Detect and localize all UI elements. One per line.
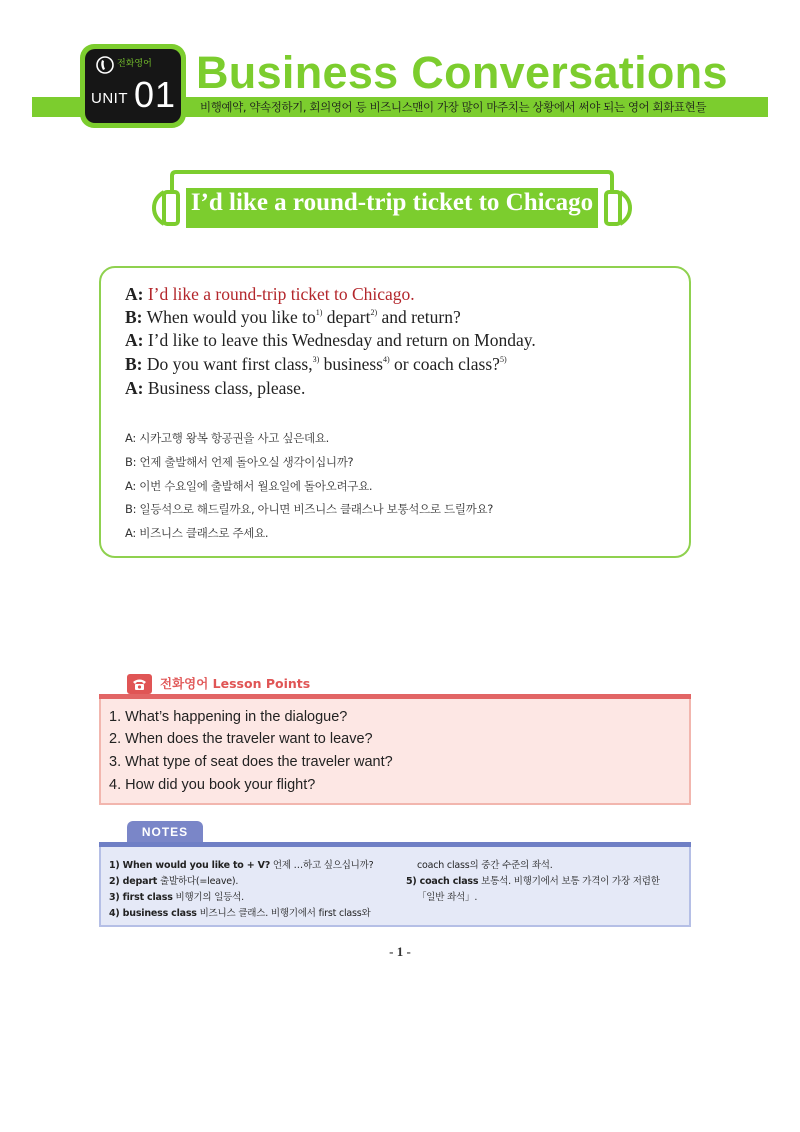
dialogue-line	[125, 354, 507, 375]
note-term: 4) business class	[109, 908, 197, 919]
note-item	[109, 857, 373, 871]
footnote-marker: 1)	[315, 308, 323, 317]
speaker-label: B:	[125, 307, 143, 327]
note-term: 1) When would you like to + V?	[109, 860, 271, 871]
notes-label: NOTES	[141, 825, 189, 839]
dialogue-line	[125, 378, 305, 399]
note-desc: 언제 …하고 싶으십니까?	[270, 860, 374, 871]
note-item	[109, 905, 371, 919]
note-item	[417, 889, 477, 903]
dialogue-line	[125, 284, 415, 305]
lesson-point-item: 1. What’s happening in the dialogue?	[109, 709, 348, 725]
translation-line: B: 일등석으로 해드릴까요, 아니면 비즈니스 클래스나 보통석으로 드릴까요?	[125, 502, 494, 516]
unit-category: 전화영어	[117, 59, 152, 69]
note-desc: 비즈니스 클래스. 비행기에서 first class와	[196, 908, 371, 919]
note-term: 3) first class	[109, 892, 173, 903]
translation-line: A: 이번 수요일에 출발해서 월요일에 돌아오려구요.	[125, 479, 373, 493]
dialogue-text: I’d like to leave this Wednesday and return on Monday.	[147, 330, 536, 350]
dialogue-text: Business class, please.	[147, 378, 306, 398]
dialogue-text: business	[319, 354, 383, 374]
footnote-marker: 2)	[370, 308, 378, 317]
translation-line: B: 언제 출발해서 언제 돌아오실 생각이십니까?	[125, 455, 354, 469]
speaker-label: A:	[125, 378, 144, 398]
note-term: 2) depart	[109, 876, 158, 887]
unit-label: UNIT	[91, 90, 128, 107]
dialogue-line	[125, 307, 461, 328]
lesson-point-item: 4. How did you book your flight?	[109, 777, 316, 793]
lesson-point-item: 2. When does the traveler want to leave?	[109, 731, 373, 747]
dialogue-text: Do you want first class,	[146, 354, 313, 374]
lesson-point-item: 3. What type of seat does the traveler want?	[109, 754, 393, 770]
note-desc: 출발하다(=leave).	[157, 876, 239, 887]
note-desc: 비행기의 일등석.	[172, 892, 244, 903]
translation-line: A: 시카고행 왕복 항공권을 사고 싶은데요.	[125, 431, 330, 445]
dialogue-text: depart	[322, 307, 371, 327]
note-term: 5) coach class	[406, 876, 479, 887]
phone-icon	[96, 54, 114, 76]
dialogue-text: When would you like to	[146, 307, 316, 327]
footnote-marker: 3)	[312, 355, 320, 364]
page-title: Business Conversations	[196, 47, 728, 98]
speaker-label: B:	[125, 354, 143, 374]
footnote-marker: 5)	[499, 355, 507, 364]
unit-number: 01	[134, 74, 177, 115]
note-desc: 보통석. 비행기에서 보통 가격이 가장 저렴한	[478, 876, 660, 887]
dialogue-line	[125, 330, 536, 351]
speaker-label: A:	[125, 284, 144, 304]
page-number: - 1 -	[389, 944, 411, 959]
lesson-title: I’d like a round-trip ticket to Chicago	[190, 189, 594, 216]
translation-line: A: 비즈니스 클래스로 주세요.	[125, 526, 269, 540]
page-subtitle: 비행예약, 약속정하기, 회의영어 등 비즈니스맨이 가장 많이 마주치는 상황에서 써야 되는 영어 회화표현들	[200, 100, 707, 114]
note-item	[406, 873, 660, 887]
dialogue-text: or coach class?	[389, 354, 500, 374]
telephone-icon	[132, 677, 147, 691]
speaker-label: A:	[125, 330, 144, 350]
footnote-marker: 4)	[382, 355, 390, 364]
note-desc: 「일반 좌석」.	[417, 892, 478, 903]
note-item	[109, 889, 244, 903]
note-desc: coach class의 중간 수준의 좌석.	[417, 860, 553, 871]
note-item	[417, 857, 553, 871]
dialogue-text: and return?	[377, 307, 461, 327]
lesson-points-title: 전화영어 Lesson Points	[160, 676, 311, 691]
note-item	[109, 873, 238, 887]
dialogue-text: I’d like a round-trip ticket to Chicago.	[147, 284, 415, 304]
